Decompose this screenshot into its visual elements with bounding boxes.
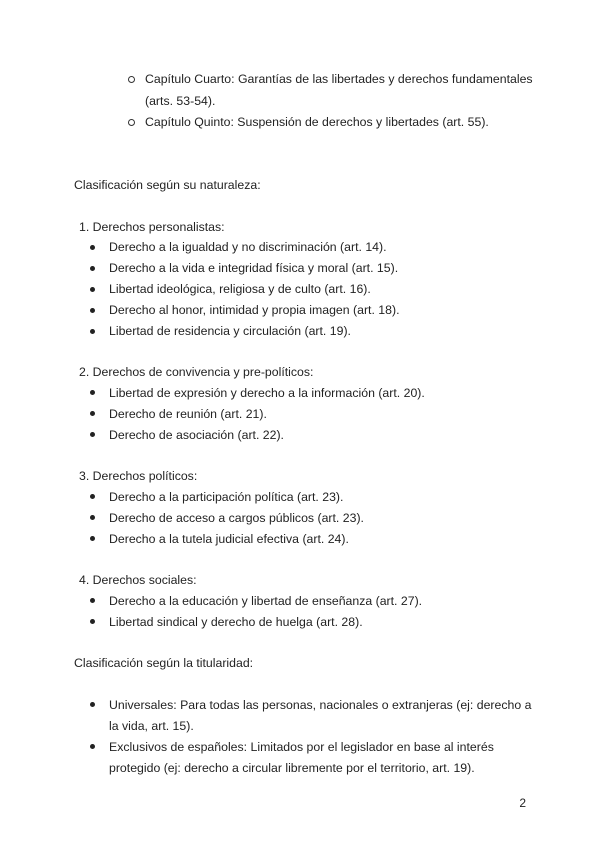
list-item: Derecho a la igualdad y no discriminación (art. 14).: [109, 240, 387, 254]
bullet-icon: [90, 619, 95, 624]
list-item: Derecho al honor, intimidad y propia imagen (art. 18).: [109, 303, 400, 317]
group-title: 4. Derechos sociales:: [79, 573, 197, 587]
list-item: Derecho a la participación política (art. 23).: [109, 490, 344, 504]
bullet-icon: [90, 411, 95, 416]
list-item-continuation: la vida, art. 15).: [109, 719, 194, 733]
list-item: Derecho a la educación y libertad de enseñanza (art. 27).: [109, 594, 423, 608]
bullet-icon: [90, 308, 95, 313]
list-item: Derecho de reunión (art. 21).: [109, 407, 267, 421]
bullet-icon: [90, 390, 95, 395]
chapter-line: Capítulo Cuarto: Garantías de las libertades y derechos fundamentales: [145, 72, 533, 86]
bullet-icon: [90, 598, 95, 603]
bullet-icon: [90, 245, 95, 250]
section-heading: Clasificación según la titularidad:: [74, 656, 254, 670]
page-number: 2: [519, 796, 526, 810]
bullet-icon: [90, 536, 95, 541]
list-item: Libertad de residencia y circulación (art. 19).: [109, 324, 351, 338]
list-item: Derecho de acceso a cargos públicos (art. 23).: [109, 511, 364, 525]
chapter-line: (arts. 53-54).: [145, 94, 216, 108]
list-item: Libertad de expresión y derecho a la información (art. 20).: [109, 386, 425, 400]
bullet-icon: [90, 494, 95, 499]
bullet-icon: [90, 266, 95, 271]
list-item: Exclusivos de españoles: Limitados por el legislador en base al interés: [109, 740, 494, 754]
bullet-icon: [90, 432, 95, 437]
bullet-icon: [90, 744, 95, 749]
bullet-icon: [90, 515, 95, 520]
list-item: Libertad sindical y derecho de huelga (art. 28).: [109, 615, 363, 629]
list-item: Derecho de asociación (art. 22).: [109, 428, 284, 442]
group-title: 1. Derechos personalistas:: [79, 220, 225, 234]
list-item: Derecho a la tutela judicial efectiva (art. 24).: [109, 532, 349, 546]
bullet-icon: [90, 329, 95, 334]
list-item: Universales: Para todas las personas, nacionales o extranjeras (ej: derecho a: [109, 698, 532, 712]
bullet-icon: [90, 702, 95, 707]
circle-bullet-icon: [128, 76, 135, 83]
circle-bullet-icon: [128, 119, 135, 126]
group-title: 2. Derechos de convivencia y pre-políticos:: [79, 365, 314, 379]
bullet-icon: [90, 287, 95, 292]
list-item-continuation: protegido (ej: derecho a circular libremente por el territorio, art. 19).: [109, 761, 475, 775]
list-item: Libertad ideológica, religiosa y de culto (art. 16).: [109, 282, 371, 296]
group-title: 3. Derechos políticos:: [79, 469, 198, 483]
section-heading: Clasificación según su naturaleza:: [74, 178, 261, 192]
list-item: Derecho a la vida e integridad física y moral (art. 15).: [109, 261, 399, 275]
chapter-line: Capítulo Quinto: Suspensión de derechos y libertades (art. 55).: [145, 115, 489, 129]
